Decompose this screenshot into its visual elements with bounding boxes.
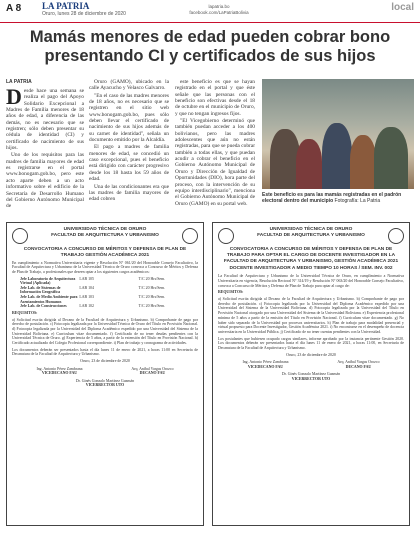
ad-header [218, 227, 404, 245]
photo-caption [262, 192, 414, 204]
article-column-2 [89, 79, 169, 204]
article-paragraph: Una de las condicionantes era que las madres de familia mayores de edad cobren [89, 183, 169, 203]
section-label: local [391, 2, 414, 13]
drop-cap: D [6, 84, 22, 109]
photo-person [296, 139, 322, 189]
header-divider [0, 22, 420, 23]
page-number: A 8 [6, 3, 22, 14]
ad-intro: La Facultad de Arquitectura y Urbanismo de la Universidad Técnica de Oruro, en cumplimiento a Normativa Universitaria en vigencia, Resolución Rectoral N° 314/19 y Resolución N° 063/20 del Honorable Consejo Facultativo, convoca a Concurso de Méritos y Defensa de Plan de Trabajo para optar al cargo de: [218, 274, 404, 288]
faculty-seal-icon [182, 228, 198, 244]
ad-deadline: Los postulantes que hubiesen ocupado cargos similares, informe aprobado por la instancia pertinente Gestión 2020. Los documentos deberán ser presentados hasta el día lunes 11 de enero de 2021, a horas 11:00, en Secretaría de Decanatura de la Facultad de Arquitectura y Urbanismo. [218, 336, 404, 351]
position-code: LAB 103 [79, 295, 94, 300]
caption-text: Este beneficio es para las mamás registradas en el padrón electoral dentro del municipio [262, 192, 402, 204]
signature-block: Arq. Aníbal Vargas Orozco DECANO FAU [337, 360, 380, 369]
signatures [12, 367, 198, 376]
article-paragraph: "En el caso de las madres menores de 18 años, no es necesario que se registren en el sitio web www.bonogam.gob.bo, pues sólo deben llevar el certificado de nacimiento de sus hijos además de su carnet de identidad", señala un documento emitido por la Alcaldía. [89, 92, 169, 144]
requirements-heading: REQUISITOS: [12, 310, 38, 315]
positions-table [20, 277, 198, 309]
signatures [218, 360, 404, 369]
position-hours: T/C 20 Hrs/Sem. [138, 295, 166, 300]
position-name: Jefe Laboratorio de Arquitectura Virtual (Aplicada) [20, 276, 76, 286]
photo-person [350, 135, 376, 189]
article-column-1 [6, 79, 84, 211]
photo-credit: Fotografía: La Patria [334, 198, 381, 204]
ad-deadline: Los documentos deberán ser presentados hasta el día lunes 11 de enero de 2021, a horas 11:00 en Secretaría de Decanatura de la Facultad de Arquitectura y Urbanismo. [12, 347, 198, 357]
article-headline: Mamás menores de edad pueden cobrar bono presentando CI y certificados de sus hijos [29, 28, 391, 65]
issue-date: Oruro, lunes 28 de diciembre de 2020 [42, 11, 126, 17]
position-name: Jefe Lab. de Construcciones [20, 304, 67, 309]
article-column-3 [175, 79, 255, 208]
ad-institution: UNIVERSIDAD TÉCNICA DE ORURO FACULTAD DE ARQUITECTURA Y URBANISMO [51, 227, 159, 238]
faculty-seal-icon [388, 228, 404, 244]
photo-person [322, 123, 352, 189]
article-byline: LA PATRIA [6, 79, 32, 85]
ad-subtitle: DOCENTE INVESTIGADOR A MEDIO TIEMPO 10 HORAS / SEM. INV. 002 [229, 266, 393, 272]
position-hours: T/C 20 Hrs/Sem. [138, 304, 166, 309]
university-seal-icon [12, 228, 28, 244]
ad-place-date: Oruro, 23 de diciembre de 2020 [80, 359, 130, 364]
article-paragraph: Oruro (GAMO), ubicado en la calle Ayacucho y Velasco Galvarro. [89, 79, 169, 92]
requirements-heading: REQUISITOS: [218, 290, 244, 295]
signature-block: Ing. Antonio Pérez Zambrana VICEDECANO FAU [36, 366, 83, 376]
page-header [0, 0, 420, 23]
position-code: LAB 102 [79, 304, 94, 309]
article-paragraph: este beneficio es que se hayan registrado en el portal y que éste señale que las personas con el beneficio son efectivas desde el 18 de octubre en el municipio de Oruro, y que no tengan ingresos fijos. [175, 79, 255, 117]
position-hours: T/C 20 Hrs/Sem. [138, 276, 166, 281]
position-code: LAB 104 [79, 285, 94, 290]
website-link[interactable]: lapatria.bo [208, 4, 230, 9]
position-name: Jefe Lab. de Medio Ambiente para Asentamientos Humanos [20, 295, 78, 304]
article-paragraph: esde hace una semana se realiza el pago del Apoyo Solidario Excepcional a Madres de Familia menores de 18 años de edad, a diferencia de las demás, no es necesario que se registren; sólo deben presentar su cédula de identidad (CI) y certificado de nacimiento de sus hijos. [6, 88, 84, 152]
position-code: LAB 105 [79, 276, 94, 281]
ad-institution: UNIVERSIDAD TÉCNICA DE ORURO FACULTAD DE ARQUITECTURA Y URBANISMO [257, 227, 365, 238]
signature-block: Arq. Aníbal Vargas Orozco DECANO FAU [131, 366, 174, 376]
convocatoria-ad-right [212, 222, 410, 526]
university-seal-icon [218, 228, 234, 244]
article-paragraph: "El Vicegobierno determinó que también puedan acceder a los 400 bolivianos, pero las madres adolescentes que aún no están registradas, para que se pueda cobrar también a todas ellas, y que puedan acudir a cobrar el beneficio en el Gobierno Autónomo Municipal de Oruro y Dirección de Igualdad de Oportunidades (DIO), hora parte del proceso, con la intervención de su equipo interdisciplinario", menciona el Gobierno Autónomo Municipal de Oruro (GAMO) en su portal web. [175, 118, 255, 207]
facebook-link[interactable]: facebook.com/LaPatriaBolivia [189, 10, 249, 15]
signature-block: Ing. Antonio Pérez Zambrana VICEDECANO FAU [242, 360, 289, 369]
ad-title: CONVOCATORIA A CONCURSO DE MÉRITOS Y DEFENSA DE PLAN DE TRABAJO PARA OPTAR EL CARGO DE DOCENTE INVESTIGADOR EN LA FACULTAD DE ARQUITECTURA Y URBANISMO, GESTIÓN ACADÉMICA 2021 [223, 247, 399, 264]
position-name: Jefe Lab. de Sistemas de Información Geográfica [20, 285, 61, 295]
ad-intro: En cumplimiento a Normativa Universitaria vigente y Resolución N° 061/20 del Honorable Consejo Facultativo, la Facultad de Arquitectura y Urbanismo de la Universidad Técnica de Oruro convoca a Concurso de Méritos y Defensa de Plan de Trabajo, a profesionales que deseen optar a los siguientes cargos académicos: [12, 260, 198, 274]
requirements-list: a) Solicitud escrita dirigida al Decano de la Facultad de Arquitectura y Urbanismo. b) Comprobante de pago por derecho de postulación. c) Fotocopia legalizada por la Universidad del Diploma Académico expedido por una Universidad del Sistema de la Universidad Boliviana. d) Fotocopia legalizada por la Universidad del Título en Provisión Nacional otorgado por una Universidad del Sistema de la Universidad Boliviana. e) Experiencia profesional mínima de 5 años a partir de la emisión del Título en Provisión Nacional. f) Curriculum vitae documentado. g) No haber sido separado de la Universidad por procesos universitarios. h) Plan de trabajo para modalidad presencial y virtual propuesto para Docente Investigador, Gestión Académica 2021. i) No encontrarse en el desempeño de docencia universitaria en la Universidad Pública. j) Certificado de no tener cuentas pendientes con la Universidad. [218, 297, 404, 334]
social-links [184, 4, 254, 16]
ad-place-date: Oruro, 23 de diciembre de 2020 [286, 352, 336, 357]
signature-block: Dr. Ginés Gonzalo Martínez Guzmán VICERRECTOR UTO [281, 372, 341, 381]
newspaper-brand: LA PATRIA [42, 1, 90, 11]
ad-header [12, 227, 198, 245]
article-photo [262, 79, 414, 189]
requirements-list: a) Solicitud escrita dirigida al Decano de la Facultad de Arquitectura y Urbanismo. b) Comprobante de pago por derecho de postulación. c) Fotocopia legalizada por la Universidad Técnica de Oruro del Título en Provisión Nacional. d) Fotocopia legalizada por la Universidad del Diploma Académico expedido por una Universidad del Sistema de la Universidad Boliviana. e) Curriculum vitae documentado. f) Certificado de no tener deudas pendientes con la Universidad Técnica de Oruro. g) Experiencia de 5 años, a partir de la extensión del Título en Provisión Nacional. h) Certificado actualizado del Colegio Profesional correspondiente. i) Plan de trabajo y cronograma de actividades. [12, 317, 198, 346]
article-paragraph: El pago a madres de familia menores de edad, se concedió un caso excepcional, pues el beneficio está dirigido con carácter progresivo desde los 18 hasta los 59 años de edad. [89, 144, 169, 183]
position-hours: T/C 20 Hrs/Sem. [138, 285, 166, 290]
photo-person [374, 127, 408, 189]
signature-block: Dr. Ginés Gonzalo Martínez Guzmán VICERRECTOR UTO [75, 378, 135, 388]
ad-title: CONVOCATORIA A CONCURSO DE MÉRITOS Y DEFENSA DE PLAN DE TRABAJO GESTIÓN ACADÉMICA 2021 [23, 247, 187, 258]
convocatoria-ad-left [6, 222, 204, 526]
article-paragraph: Uno de los requisitos para las madres de familia mayores de edad es registrarse en el portal www.bonogam.gob.bo, pero este acto aparte deben a un acto informativo sobre el edificio de la Secretaría de Desarrollo Humano del Gobierno Autónomo Municipal de [6, 152, 84, 210]
